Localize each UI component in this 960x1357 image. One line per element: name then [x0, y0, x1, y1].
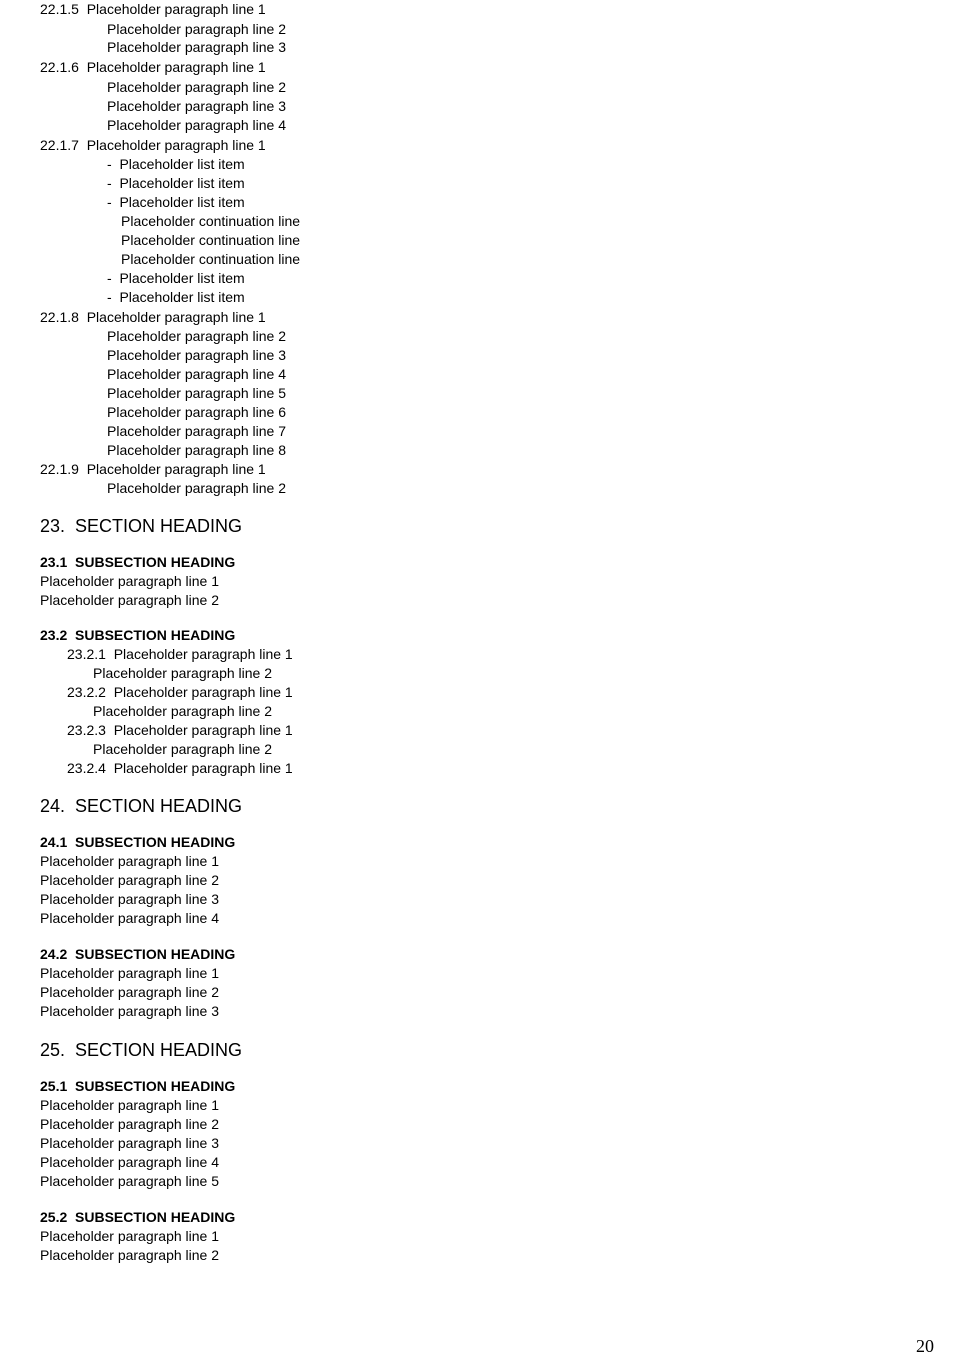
text-line: Placeholder paragraph line 2 [93, 741, 273, 757]
text-line: 23.2.1 Placeholder paragraph line 1 [67, 646, 293, 662]
list-item: - Placeholder list item [107, 175, 245, 191]
text-line: Placeholder paragraph line 5 [40, 1173, 220, 1189]
text-line: Placeholder paragraph line 2 [93, 665, 273, 681]
text-line: Placeholder paragraph line 2 [107, 79, 287, 95]
text-line: Placeholder paragraph line 8 [107, 442, 287, 458]
text-line: Placeholder paragraph line 2 [107, 328, 287, 344]
text-line: Placeholder paragraph line 3 [107, 98, 287, 114]
list-item: - Placeholder list item [107, 194, 245, 210]
text-line: Placeholder paragraph line 4 [40, 1154, 220, 1170]
text-line: Placeholder continuation line [121, 232, 301, 248]
text-line: Placeholder paragraph line 3 [40, 891, 220, 907]
text-line: Placeholder paragraph line 6 [107, 404, 287, 420]
text-line: Placeholder paragraph line 4 [107, 117, 287, 133]
text-line: Placeholder paragraph line 2 [40, 984, 220, 1000]
text-line: Placeholder paragraph line 4 [107, 366, 287, 382]
section-heading: 25. SECTION HEADING [40, 1040, 243, 1060]
subsection-heading: 25.1 SUBSECTION HEADING [40, 1078, 236, 1094]
text-line: 23.2.2 Placeholder paragraph line 1 [67, 684, 293, 700]
subsection-heading: 23.1 SUBSECTION HEADING [40, 554, 236, 570]
text-line: Placeholder paragraph line 3 [107, 39, 287, 55]
page-number: 20 [916, 1336, 934, 1356]
text-line: Placeholder paragraph line 1 [40, 1097, 220, 1113]
text-line: Placeholder paragraph line 5 [107, 385, 287, 401]
text-line: 23.2.4 Placeholder paragraph line 1 [67, 760, 293, 776]
text-line: Placeholder paragraph line 1 [40, 573, 220, 589]
text-line: Placeholder paragraph line 1 [40, 853, 220, 869]
subsection-heading: 25.2 SUBSECTION HEADING [40, 1209, 236, 1225]
text-line: Placeholder paragraph line 4 [40, 910, 220, 926]
text-line: Placeholder paragraph line 3 [40, 1135, 220, 1151]
text-line: Placeholder paragraph line 7 [107, 423, 287, 439]
text-line: Placeholder paragraph line 3 [107, 347, 287, 363]
subsection-heading: 23.2 SUBSECTION HEADING [40, 627, 236, 643]
text-line: Placeholder paragraph line 1 [40, 965, 220, 981]
text-line: 22.1.9 Placeholder paragraph line 1 [40, 461, 266, 477]
text-line: Placeholder continuation line [121, 213, 301, 229]
text-line: Placeholder paragraph line 2 [40, 1116, 220, 1132]
list-item: - Placeholder list item [107, 270, 245, 286]
text-line: 22.1.8 Placeholder paragraph line 1 [40, 309, 266, 325]
text-line: 22.1.7 Placeholder paragraph line 1 [40, 137, 266, 153]
text-line: Placeholder paragraph line 2 [40, 592, 220, 608]
text-line: 23.2.3 Placeholder paragraph line 1 [67, 722, 293, 738]
list-item: - Placeholder list item [107, 289, 245, 305]
text-line: Placeholder paragraph line 2 [40, 872, 220, 888]
text-line: Placeholder paragraph line 2 [107, 21, 287, 37]
text-line: Placeholder paragraph line 3 [40, 1003, 220, 1019]
text-line: 22.1.6 Placeholder paragraph line 1 [40, 59, 266, 75]
list-item: - Placeholder list item [107, 156, 245, 172]
section-heading: 23. SECTION HEADING [40, 516, 243, 536]
subsection-heading: 24.1 SUBSECTION HEADING [40, 834, 236, 850]
text-line: 22.1.5 Placeholder paragraph line 1 [40, 1, 266, 17]
text-line: Placeholder paragraph line 1 [40, 1228, 220, 1244]
text-line: Placeholder paragraph line 2 [40, 1247, 220, 1263]
section-heading: 24. SECTION HEADING [40, 796, 243, 816]
text-line: Placeholder paragraph line 2 [93, 703, 273, 719]
subsection-heading: 24.2 SUBSECTION HEADING [40, 946, 236, 962]
text-line: Placeholder continuation line [121, 251, 301, 267]
text-line: Placeholder paragraph line 2 [107, 480, 287, 496]
